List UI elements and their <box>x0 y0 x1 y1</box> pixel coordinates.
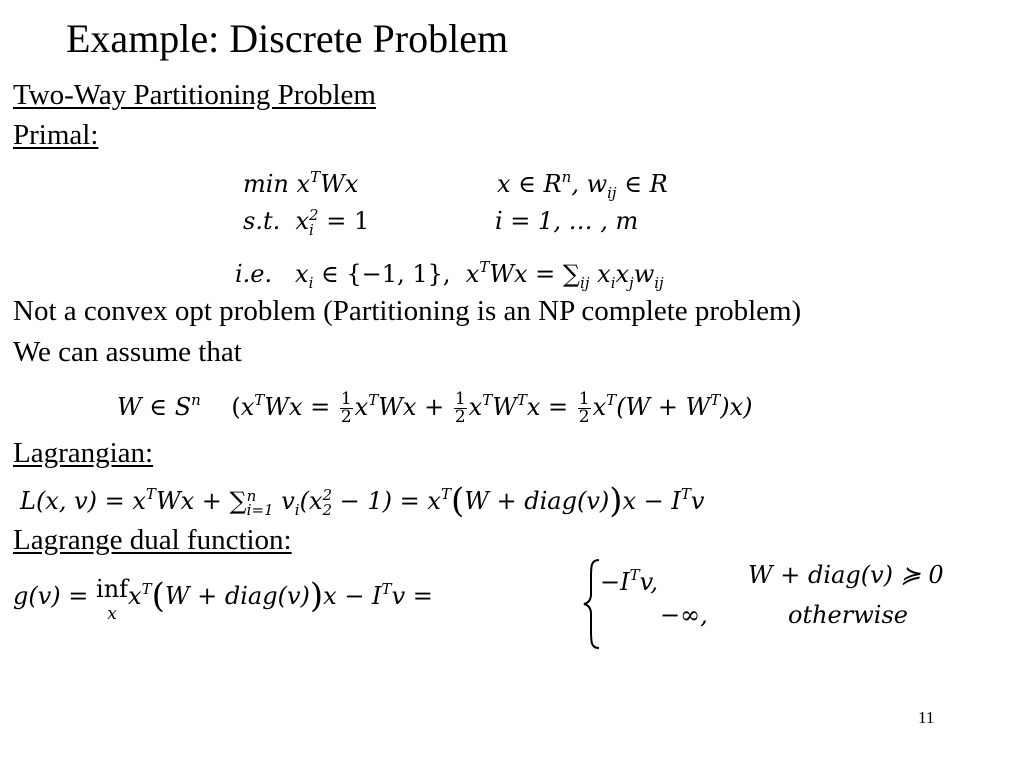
primal-domain: x ∈ $R^n$, $w_{ij}$ ∈ R <box>497 168 668 202</box>
case-1-value: $-I^Tv$, <box>600 566 658 596</box>
piecewise-cases <box>582 558 1012 650</box>
symmetric-equation: W ∈ $S^n$ ($x^TWx$ = $\frac{1}{2}$ $x^TWx$ + $\frac{1}{2}$ $x^TW^Tx$ = $\frac{1}{2}$ $x^T(W + W^T)x$) <box>117 389 753 427</box>
lagrangian-equation: L(x, $v) = x^TWx$ + ∑ n i=1 $v_i(x$ 2 2 − $1) = x^T(W$ + diag(v))x − $I^Tv$ <box>20 481 705 521</box>
infimum-operator: inf x <box>96 575 129 624</box>
nonconvex-note: Not a convex opt problem (Partitioning is an NP complete problem) <box>13 295 802 327</box>
page-title: Example: Discrete Problem <box>66 16 509 61</box>
half-fraction: $\frac{1}{2}$ <box>340 389 352 427</box>
primal-constraint: s.t. x 2 i = 1 <box>243 205 370 239</box>
half-fraction: $\frac{1}{2}$ <box>454 389 466 427</box>
dual-equation: g(v) = inf x $x^T(W$ + diag(v))x − $I^Tv$ = <box>13 572 433 622</box>
left-brace-icon <box>582 558 602 650</box>
page-number: 11 <box>918 708 935 727</box>
case-2-value: −∞, <box>660 601 708 629</box>
primal-heading: Primal: <box>13 119 99 151</box>
dual-heading: Lagrange dual function: <box>13 524 292 556</box>
primal-objective: $\min x^TWx$ <box>243 168 359 198</box>
subtitle-heading: Two-Way Partitioning Problem <box>13 79 376 111</box>
lagrangian-heading: Lagrangian: <box>13 437 154 469</box>
half-fraction: $\frac{1}{2}$ <box>578 389 590 427</box>
assume-text: We can assume that <box>13 336 242 368</box>
primal-index-range: i = 1, … , m <box>495 207 639 235</box>
case-1-condition: W + diag(v) ≽ 0 <box>748 561 944 589</box>
primal-ie-line: i.e. $x_i$ ∈ {−1, 1}, $x^TWx = \sum_{ij}$ $x_ix_jw_{ij}$ <box>235 258 664 292</box>
case-2-condition: otherwise <box>788 601 908 629</box>
